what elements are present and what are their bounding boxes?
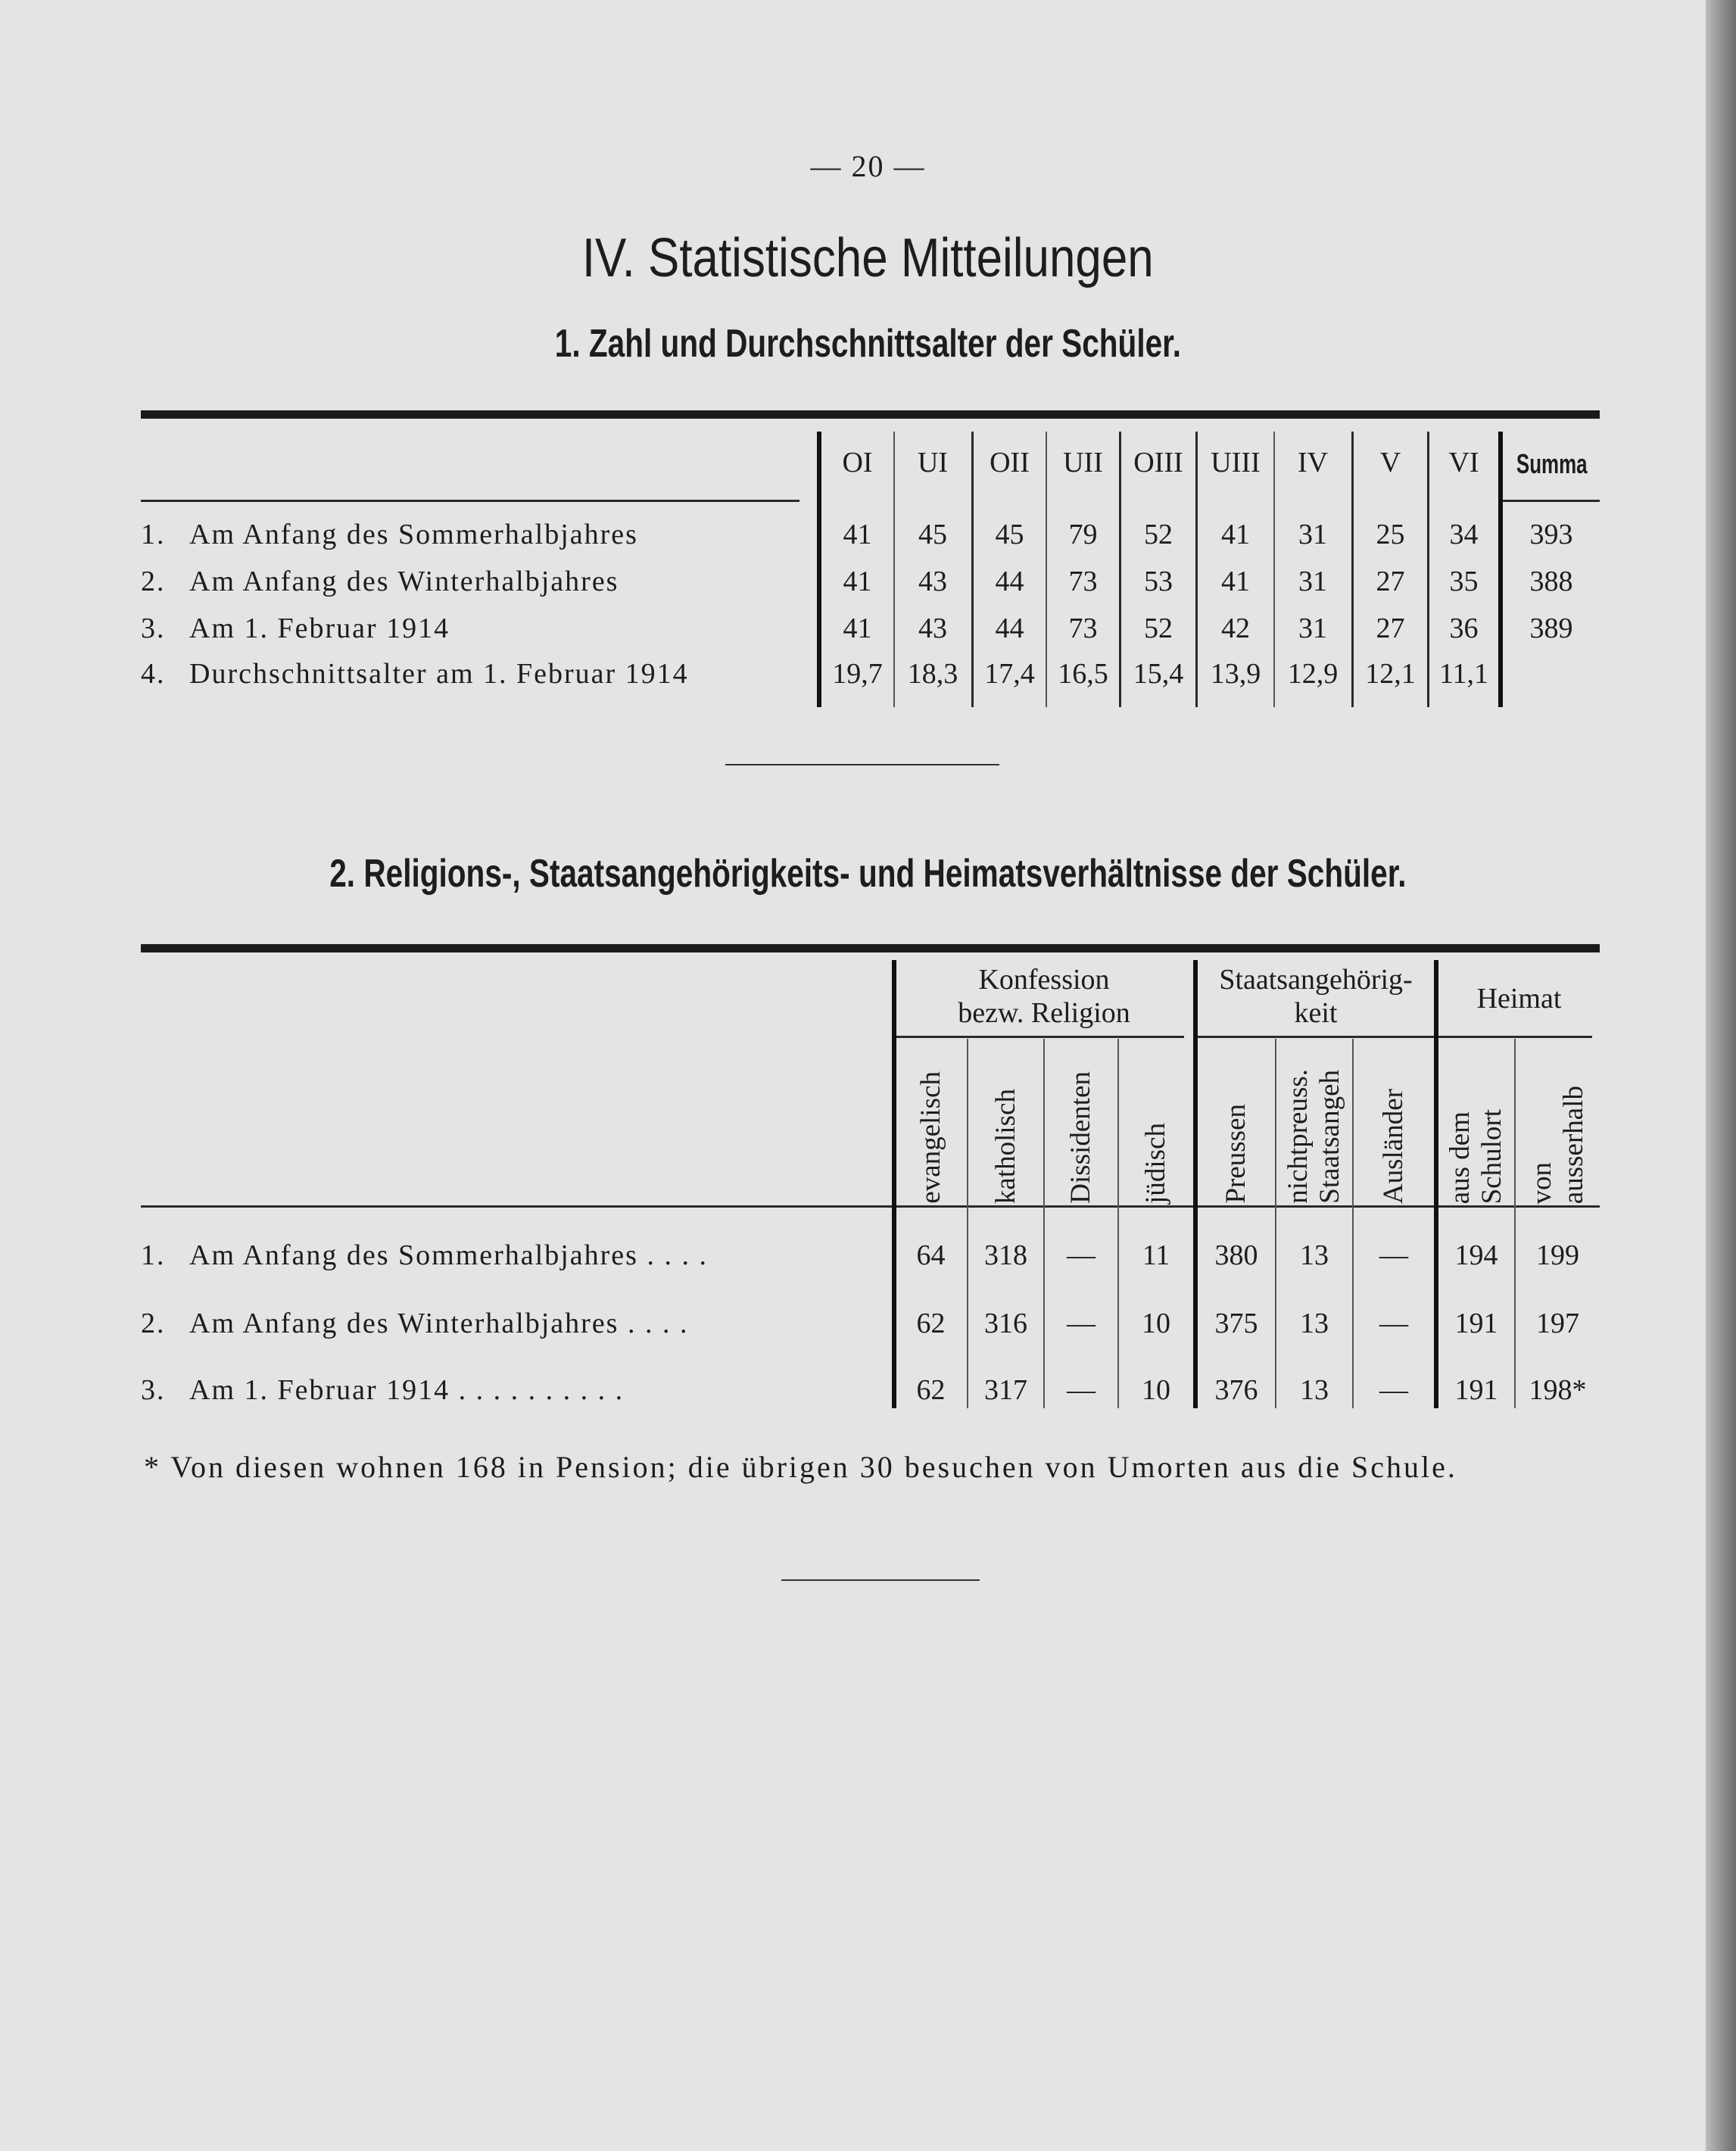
table1-cell: 41 bbox=[843, 519, 872, 550]
col-header-evangelisch bbox=[895, 1039, 967, 1204]
table1-cell: 12,9 bbox=[1287, 658, 1339, 690]
table1-cell: 27 bbox=[1376, 613, 1405, 644]
col-header-juedisch-text: jüdisch bbox=[1140, 1123, 1171, 1204]
table1-col-header: VI bbox=[1448, 447, 1479, 479]
table1-col-header-summa: Summa bbox=[1516, 448, 1588, 479]
table2-cell: — bbox=[1067, 1308, 1096, 1339]
table2-cell: — bbox=[1067, 1374, 1096, 1406]
page-title: IV. Statistische Mitteilungen bbox=[581, 228, 1154, 288]
table1-cell: 52 bbox=[1144, 519, 1173, 550]
table1-cell: 41 bbox=[843, 566, 872, 597]
table2-cell: 64 bbox=[916, 1239, 946, 1271]
table2-cell: 380 bbox=[1214, 1239, 1258, 1271]
table1-cell: 31 bbox=[1298, 613, 1327, 644]
table1-cell: 42 bbox=[1221, 613, 1250, 644]
col-header-evangelisch-text: evangelisch bbox=[915, 1071, 946, 1204]
col-header-ausserhalb-text1: von bbox=[1526, 1161, 1557, 1204]
table2-cell: 11 bbox=[1142, 1239, 1170, 1271]
table1-cell: 18,3 bbox=[907, 658, 958, 690]
table1-cell: 36 bbox=[1449, 613, 1479, 644]
table1-cell: 41 bbox=[843, 613, 872, 644]
table2-vline bbox=[967, 1039, 968, 1408]
col-header-auslaender-text: Ausländer bbox=[1378, 1088, 1409, 1204]
table2-row-number: 3. bbox=[141, 1374, 166, 1406]
table1-cell: 43 bbox=[918, 566, 947, 597]
col-header-katholisch bbox=[969, 1039, 1043, 1204]
table1-cell: 41 bbox=[1221, 566, 1250, 597]
table1-col-header: UII bbox=[1063, 447, 1103, 479]
table1-cell: 16,5 bbox=[1058, 658, 1108, 690]
table2-row-label: Am Anfang des Winterhalbjahres . . . . bbox=[189, 1308, 689, 1339]
table1-cell: 44 bbox=[995, 566, 1024, 597]
table2-cell: 194 bbox=[1454, 1239, 1498, 1271]
table1-cell: 79 bbox=[1068, 519, 1098, 550]
table2-cell: 199 bbox=[1536, 1239, 1579, 1271]
table1-cell: 25 bbox=[1376, 519, 1405, 550]
table1-cell: 52 bbox=[1144, 613, 1173, 644]
table2-cell: 191 bbox=[1454, 1308, 1498, 1339]
col-header-schulort bbox=[1438, 1039, 1514, 1204]
table1-row-number: 1. bbox=[141, 519, 166, 550]
col-header-preussen bbox=[1198, 1039, 1275, 1204]
table1-col-header: UIII bbox=[1211, 447, 1261, 479]
table1-row-label: Durchschnittsalter am 1. Februar 1914 bbox=[189, 658, 689, 690]
section1-heading: 1. Zahl und Durchschnittsalter der Schüler. bbox=[554, 322, 1181, 366]
group-header-konfession-line2: bezw. Religion bbox=[958, 997, 1130, 1029]
col-header-nichtpreuss-text1: nichtpreuss. bbox=[1283, 1069, 1314, 1204]
table2-cell: 10 bbox=[1142, 1374, 1170, 1406]
table2-cell: 375 bbox=[1214, 1308, 1258, 1339]
col-header-juedisch bbox=[1119, 1039, 1193, 1204]
table1-cell: 31 bbox=[1298, 519, 1327, 550]
table2-cell: 13 bbox=[1300, 1308, 1329, 1339]
table2-row-number: 1. bbox=[141, 1239, 166, 1271]
table2-group-rule bbox=[1197, 1036, 1592, 1038]
table2-cell: — bbox=[1379, 1308, 1408, 1339]
col-header-dissidenten bbox=[1045, 1039, 1117, 1204]
table2-cell: — bbox=[1379, 1374, 1408, 1406]
group-header-staat-line2: keit bbox=[1294, 997, 1338, 1029]
table2-cell: 318 bbox=[984, 1239, 1027, 1271]
table1-cell: 44 bbox=[995, 613, 1024, 644]
table2-cell: 13 bbox=[1300, 1239, 1329, 1271]
group-header-staat bbox=[1198, 963, 1434, 1030]
table1-col-header: OI bbox=[842, 447, 873, 479]
table1-cell: 19,7 bbox=[832, 658, 883, 690]
table1-row-number: 4. bbox=[141, 658, 166, 690]
table1-row-label: Am Anfang des Sommerhalbjahres bbox=[189, 519, 638, 550]
col-header-schulort-text2: Schulort bbox=[1476, 1108, 1507, 1204]
table2-group-rule bbox=[894, 1036, 1184, 1038]
table2-row-label: Am Anfang des Sommerhalbjahres . . . . bbox=[189, 1239, 708, 1271]
table1-top-rule bbox=[141, 410, 1600, 419]
table2-top-rule bbox=[141, 944, 1600, 952]
table1-col-header: OIII bbox=[1133, 447, 1183, 479]
footnote: * Von diesen wohnen 168 in Pension; die übrigen 30 besuchen von Umorten aus die Schule. bbox=[144, 1450, 1457, 1484]
table1-cell: 45 bbox=[918, 519, 947, 550]
table2-header-rule bbox=[141, 1205, 1600, 1208]
table1-cell: 53 bbox=[1144, 566, 1173, 597]
bottom-rule bbox=[781, 1579, 980, 1581]
page-number: — 20 — bbox=[810, 149, 926, 183]
col-header-preussen-text: Preussen bbox=[1220, 1104, 1251, 1204]
table1-label-rule bbox=[141, 500, 799, 502]
table2-cell: 10 bbox=[1142, 1308, 1170, 1339]
table1-row-label: Am Anfang des Winterhalbjahres bbox=[189, 566, 619, 597]
table2-cell: 13 bbox=[1300, 1374, 1329, 1406]
table1-cell: 13,9 bbox=[1210, 658, 1261, 690]
table2-cell: 376 bbox=[1214, 1374, 1258, 1406]
col-header-ausserhalb-text2: ausserhalb bbox=[1557, 1085, 1589, 1204]
table1-summa-rule bbox=[1503, 500, 1600, 502]
table1-cell: 11,1 bbox=[1438, 658, 1489, 690]
col-header-schulort-text1: aus dem bbox=[1445, 1111, 1476, 1204]
table1-cell: 31 bbox=[1298, 566, 1327, 597]
table2-cell: — bbox=[1067, 1239, 1096, 1271]
table1-cell: 41 bbox=[1221, 519, 1250, 550]
group-header-staat-line1: Staatsangehörig- bbox=[1219, 964, 1413, 996]
col-header-nichtpreuss-text2: Staatsangeh bbox=[1314, 1070, 1345, 1204]
table2-cell: 191 bbox=[1454, 1374, 1498, 1406]
table1-cell: 393 bbox=[1529, 519, 1573, 550]
table2-cell: 62 bbox=[916, 1308, 946, 1339]
table1-cell: 45 bbox=[995, 519, 1024, 550]
page-edge-shadow bbox=[1706, 0, 1736, 2151]
table2-cell: 317 bbox=[984, 1374, 1027, 1406]
table2-cell: — bbox=[1379, 1239, 1408, 1271]
table1-cell: 43 bbox=[918, 613, 947, 644]
table1-cell: 73 bbox=[1068, 613, 1098, 644]
table2-cell: 198* bbox=[1529, 1374, 1587, 1406]
table1-cell: 73 bbox=[1068, 566, 1098, 597]
col-header-ausserhalb bbox=[1516, 1039, 1600, 1204]
group-header-heimat: Heimat bbox=[1476, 983, 1562, 1015]
table1-cell: 388 bbox=[1529, 566, 1573, 597]
table1-col-header: V bbox=[1379, 447, 1401, 479]
table1-cell: 34 bbox=[1449, 519, 1479, 550]
table1-row-label: Am 1. Februar 1914 bbox=[189, 613, 450, 644]
table1-row-number: 3. bbox=[141, 613, 166, 644]
table2-row-number: 2. bbox=[141, 1308, 166, 1339]
table1-cell: 17,4 bbox=[984, 658, 1035, 690]
table1-cell: 35 bbox=[1449, 566, 1479, 597]
table2-cell: 197 bbox=[1536, 1308, 1579, 1339]
table1-cell: 27 bbox=[1376, 566, 1405, 597]
table1-col-header: OII bbox=[990, 447, 1030, 479]
table1-cell: 15,4 bbox=[1133, 658, 1184, 690]
table1-col-header: IV bbox=[1297, 447, 1329, 479]
col-header-auslaender bbox=[1354, 1039, 1434, 1204]
table1-col-header: UI bbox=[917, 447, 949, 479]
group-header-konfession-line1: Konfession bbox=[978, 964, 1110, 996]
table1-cell: 389 bbox=[1529, 613, 1573, 644]
col-header-katholisch-text: katholisch bbox=[990, 1088, 1021, 1204]
table2-cell: 316 bbox=[984, 1308, 1027, 1339]
col-header-dissidenten-text: Dissidenten bbox=[1065, 1071, 1096, 1204]
table1-cell: 12,1 bbox=[1365, 658, 1416, 690]
section2-heading: 2. Religions-, Staatsangehörigkeits- und Heimatsverhältnisse der Schüler. bbox=[329, 852, 1407, 896]
group-header-konfession bbox=[895, 963, 1193, 1030]
col-header-nichtpreuss bbox=[1276, 1039, 1352, 1204]
table2-row-label: Am 1. Februar 1914 . . . . . . . . . . bbox=[189, 1374, 625, 1406]
table1-row-number: 2. bbox=[141, 566, 166, 597]
table2-cell: 62 bbox=[916, 1374, 946, 1406]
separator-rule bbox=[725, 764, 999, 765]
